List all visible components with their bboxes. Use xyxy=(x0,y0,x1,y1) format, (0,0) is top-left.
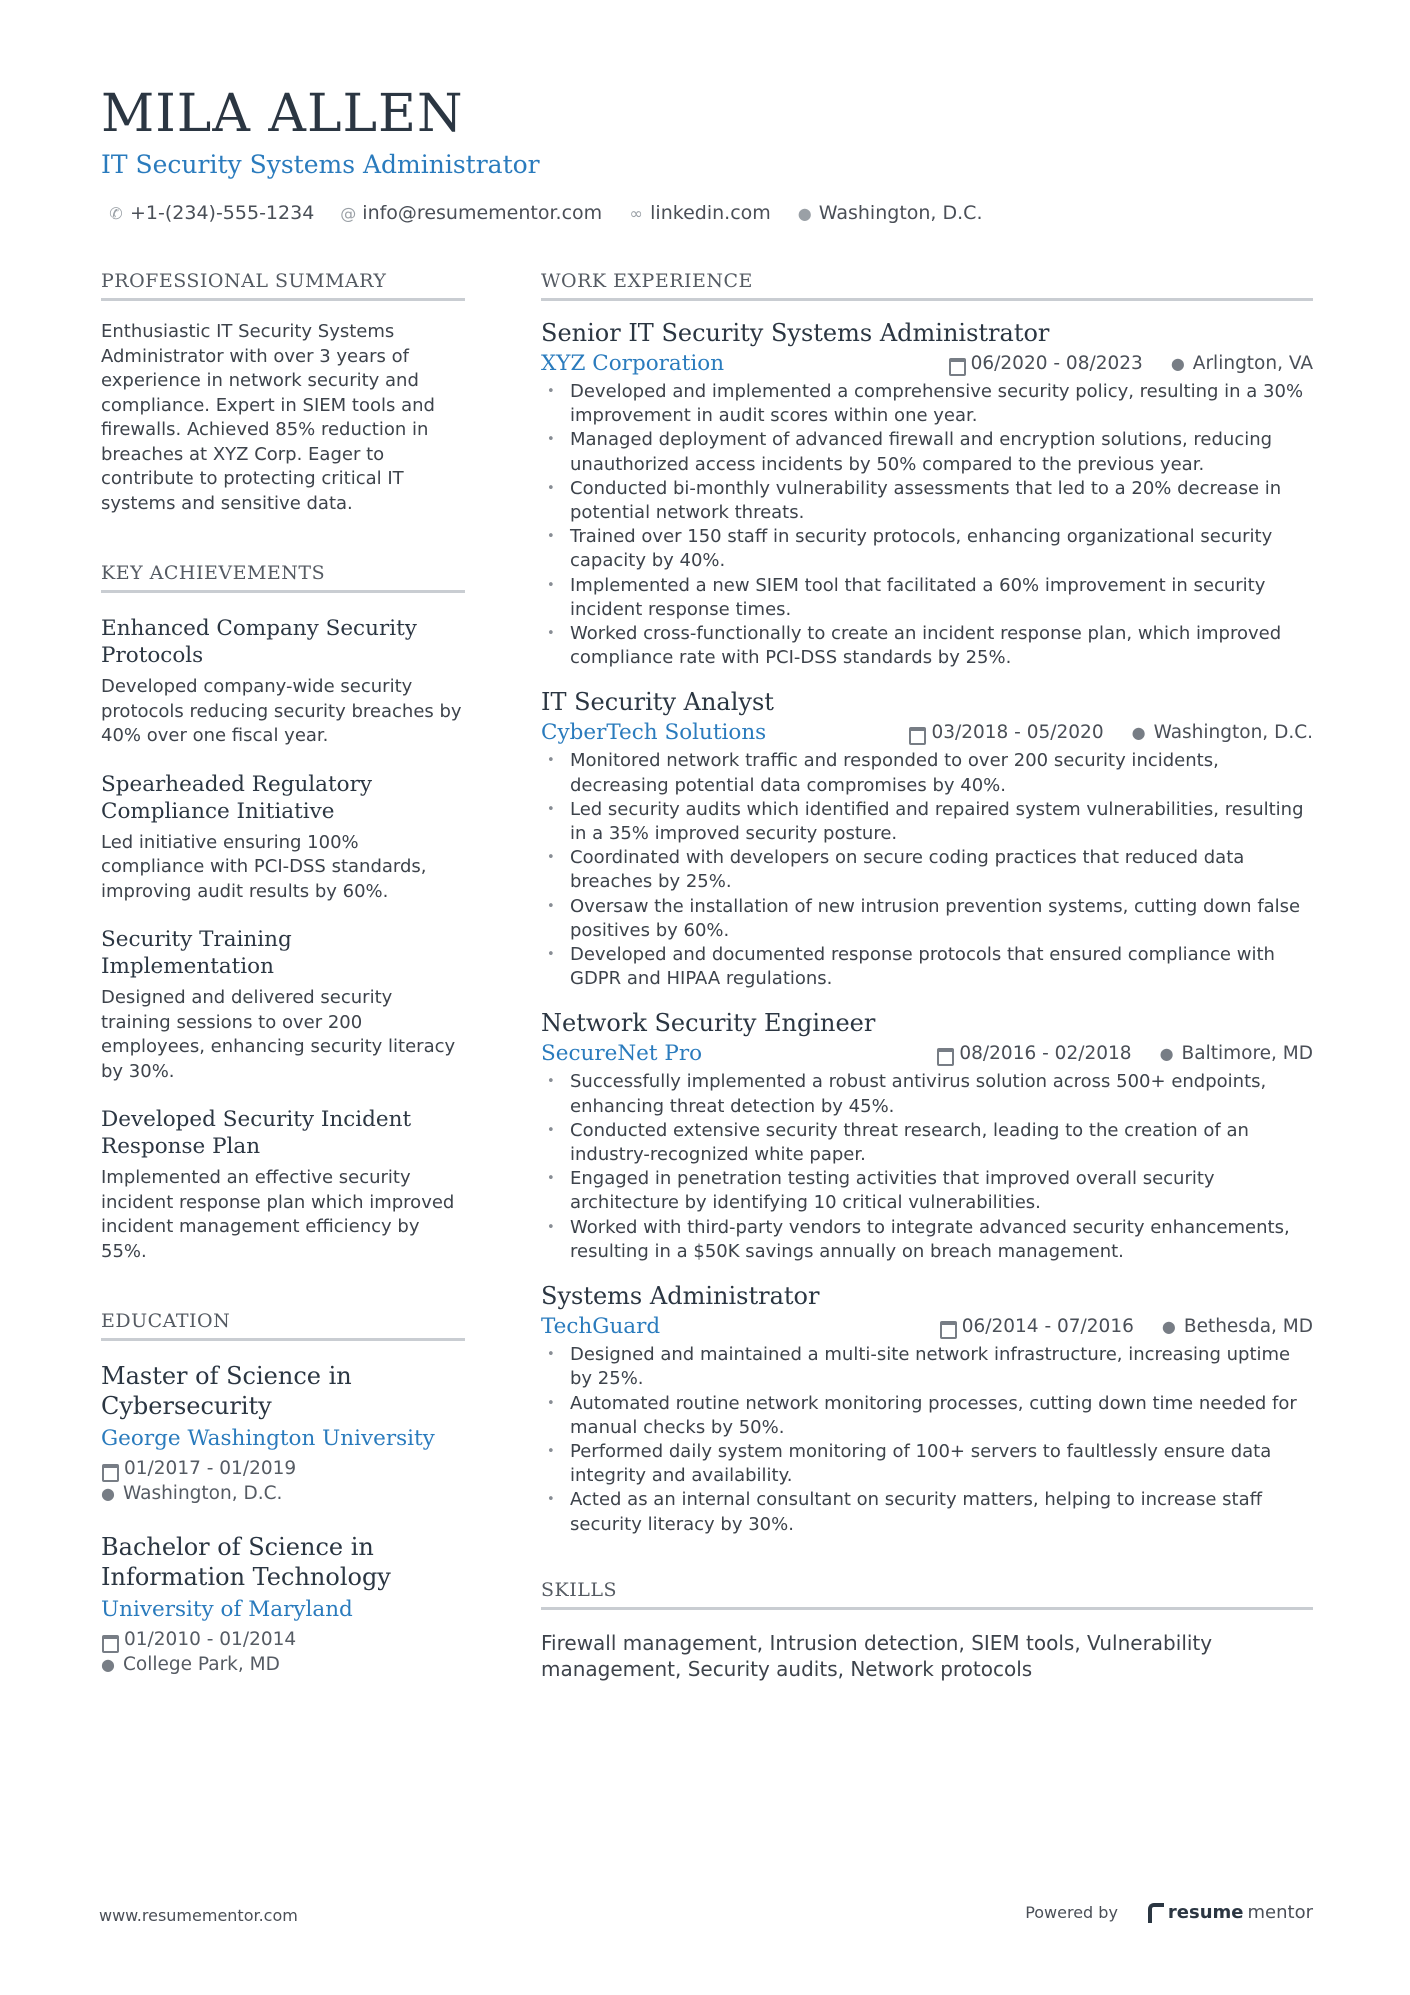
achievement-text: Led initiative ensuring 100% compliance with PCI-DSS standards, improving audit results by 60%. xyxy=(101,831,427,902)
achievement-item xyxy=(101,771,465,905)
education-item xyxy=(101,1532,465,1677)
location-text: Washington, D.C. xyxy=(818,202,983,224)
location-pin-icon: ● xyxy=(1170,354,1185,373)
location-pin-icon: ● xyxy=(1161,1317,1176,1337)
job-entry xyxy=(541,1007,1313,1264)
job-bullet: • Automated routine network monitoring processes, cutting down time needed for manual checks by 50%. xyxy=(541,1392,1313,1440)
job-bullets xyxy=(541,1070,1313,1264)
education-degree: Bachelor of Science in Information Technology xyxy=(101,1533,391,1591)
job-company: XYZ Corporation xyxy=(541,351,725,376)
calendar-icon xyxy=(939,1319,954,1334)
job-bullet: • Conducted extensive security threat research, leading to the creation of an industry-recognized white paper. xyxy=(541,1119,1313,1167)
footer-brand xyxy=(1025,1902,1313,1923)
job-location: Washington, D.C. xyxy=(1153,722,1313,744)
location-pin-icon: ● xyxy=(101,1654,115,1674)
education-dates-text: 01/2010 - 01/2014 xyxy=(124,1629,297,1650)
skills-heading: SKILLS xyxy=(541,1579,1313,1610)
job-bullet: • Developed and documented response protocols that ensured compliance with GDPR and HIPAA regulations. xyxy=(541,943,1313,991)
achievement-text: Implemented an effective security incident response plan which improved incident management efficiency by 55%. xyxy=(101,1167,455,1262)
education-section xyxy=(101,1310,465,1677)
education-school: George Washington University xyxy=(101,1426,435,1451)
achievement-title: Spearheaded Regulatory Compliance Initiative xyxy=(101,771,373,824)
calendar-icon xyxy=(101,1633,116,1648)
job-bullet: • Monitored network traffic and responded to over 200 security incidents, decreasing potential data compromises by 40%. xyxy=(541,749,1313,797)
achievement-item xyxy=(101,1106,465,1264)
job-dates: 08/2016 - 02/2018 xyxy=(959,1043,1132,1065)
skills-section xyxy=(541,1579,1313,1682)
job-dates: 06/2020 - 08/2023 xyxy=(970,353,1143,374)
job-entry xyxy=(541,686,1313,991)
contact-linkedin[interactable] xyxy=(628,202,771,224)
achievement-title: Enhanced Company Security Protocols xyxy=(101,616,417,668)
at-icon: @ xyxy=(340,203,357,223)
calendar-icon xyxy=(101,1462,116,1477)
achievements-heading: KEY ACHIEVEMENTS xyxy=(101,562,465,593)
job-location: Bethesda, MD xyxy=(1183,1316,1313,1338)
job-bullet: • Performed daily system monitoring of 100+ servers to faultlessly ensure data integrity and availability. xyxy=(541,1440,1313,1488)
education-dates xyxy=(101,1628,465,1653)
job-bullet: • Conducted bi-monthly vulnerability assessments that led to a 20% decrease in potential network threats. xyxy=(541,477,1313,525)
job-company: CyberTech Solutions xyxy=(541,720,767,746)
powered-by-text: Powered by xyxy=(1025,1903,1118,1922)
phone-text: +1-(234)-555-1234 xyxy=(130,202,315,224)
job-bullet: • Acted as an internal consultant on security matters, helping to increase staff security literacy by 30%. xyxy=(541,1488,1313,1536)
job-title: Systems Administrator xyxy=(541,1282,820,1311)
achievement-item xyxy=(101,926,465,1084)
brand-name-light: mentor xyxy=(1247,1902,1313,1923)
job-bullets xyxy=(541,1343,1313,1537)
job-company: TechGuard xyxy=(541,1314,661,1340)
education-degree: Master of Science in Cybersecurity xyxy=(101,1362,352,1420)
job-entry xyxy=(541,1280,1313,1537)
brand-logo[interactable] xyxy=(1148,1902,1313,1923)
job-bullet: • Managed deployment of advanced firewall and encryption solutions, reducing unauthorized access incidents by 50% compared to the previous year. xyxy=(541,428,1313,476)
linkedin-text: linkedin.com xyxy=(650,202,771,224)
job-bullet: • Implemented a new SIEM tool that facilitated a 60% improvement in security incident response times. xyxy=(541,574,1313,622)
achievements-section xyxy=(101,562,465,1264)
job-title: IT Security Analyst xyxy=(541,688,774,717)
achievement-text: Developed company-wide security protocols reducing security breaches by 40% over one fiscal year. xyxy=(101,676,462,746)
calendar-icon xyxy=(936,1046,951,1061)
education-location xyxy=(101,1653,465,1678)
job-location: Arlington, VA xyxy=(1192,353,1313,374)
summary-heading: PROFESSIONAL SUMMARY xyxy=(101,270,465,301)
job-bullet: • Worked cross-functionally to create an incident response plan, which improved compliance rate with PCI-DSS standards by 25%. xyxy=(541,622,1313,670)
job-title: Network Security Engineer xyxy=(541,1009,876,1038)
job-dates: 03/2018 - 05/2020 xyxy=(931,722,1104,744)
skills-text: Firewall management, Intrusion detection, SIEM tools, Vulnerability management, Security audits, Network protocols xyxy=(541,1630,1213,1681)
experience-heading: WORK EXPERIENCE xyxy=(541,270,1313,301)
job-title: Senior IT Security Systems Administrator xyxy=(541,319,1050,347)
contact-location xyxy=(797,202,983,224)
education-location-text: College Park, MD xyxy=(123,1653,280,1675)
link-icon: ∞ xyxy=(629,203,643,223)
job-bullet: • Oversaw the installation of new intrusion prevention systems, cutting down false positives by 60%. xyxy=(541,895,1313,943)
achievement-title: Security Training Implementation xyxy=(101,927,292,979)
job-location: Baltimore, MD xyxy=(1181,1043,1313,1065)
summary-section xyxy=(101,270,465,516)
contact-phone[interactable] xyxy=(108,202,314,224)
candidate-title: IT Security Systems Administrator xyxy=(101,150,540,179)
calendar-icon xyxy=(948,356,963,371)
location-pin-icon: ● xyxy=(1131,723,1146,743)
education-school: University of Maryland xyxy=(101,1597,353,1622)
achievement-title: Developed Security Incident Response Plan xyxy=(101,1107,412,1159)
job-bullet: • Developed and implemented a comprehensive security policy, resulting in a 30% improvement in audit scores within one year. xyxy=(541,380,1313,428)
contact-bar xyxy=(108,202,983,224)
achievement-text: Designed and delivered security training sessions to over 200 employees, enhancing security literacy by 30%. xyxy=(101,987,456,1082)
job-dates: 06/2014 - 07/2016 xyxy=(961,1316,1134,1338)
summary-text: Enthusiastic IT Security Systems Administrator with over 3 years of experience in network security and compliance. Expert in SIEM tools and firewalls. Achieved 85% reduction in breaches at XYZ Corp. Eager to contribute to protecting critical IT systems and sensitive data. xyxy=(101,321,435,514)
job-bullet: • Coordinated with developers on secure coding practices that reduced data breaches by 25%. xyxy=(541,846,1313,894)
email-text: info@resumementor.com xyxy=(362,202,603,224)
right-column xyxy=(541,270,1313,1682)
job-bullets xyxy=(541,749,1313,991)
location-pin-icon: ● xyxy=(101,1483,115,1503)
job-bullet: • Successfully implemented a robust antivirus solution across 500+ endpoints, enhancing threat detection by 45%. xyxy=(541,1070,1313,1118)
job-bullet: • Led security audits which identified and repaired system vulnerabilities, resulting in a 35% improved security posture. xyxy=(541,798,1313,846)
job-bullet: • Designed and maintained a multi-site network infrastructure, increasing uptime by 25%. xyxy=(541,1343,1313,1391)
job-bullet: • Engaged in penetration testing activities that improved overall security architecture by identifying 10 critical vulnerabilities. xyxy=(541,1167,1313,1215)
candidate-name: MILA ALLEN xyxy=(101,84,464,144)
education-location xyxy=(101,1482,465,1507)
calendar-icon xyxy=(908,725,923,740)
footer-website[interactable]: www.resumementor.com xyxy=(99,1906,298,1925)
location-pin-icon: ● xyxy=(797,203,812,223)
experience-section xyxy=(541,270,1313,1537)
job-entry xyxy=(541,317,1313,670)
job-bullets xyxy=(541,380,1313,670)
education-heading: EDUCATION xyxy=(101,1310,465,1341)
achievement-item xyxy=(101,615,465,749)
left-column xyxy=(101,270,465,1677)
job-company: SecureNet Pro xyxy=(541,1041,703,1067)
education-dates-text: 01/2017 - 01/2019 xyxy=(124,1458,297,1479)
education-item xyxy=(101,1361,465,1506)
location-pin-icon: ● xyxy=(1159,1044,1174,1064)
brand-name-bold: resume xyxy=(1167,1902,1244,1923)
phone-icon: ✆ xyxy=(109,203,123,223)
job-bullet: • Trained over 150 staff in security protocols, enhancing organizational security capacity by 40%. xyxy=(541,525,1313,573)
education-location-text: Washington, D.C. xyxy=(123,1482,283,1504)
job-bullet: • Worked with third-party vendors to integrate advanced security enhancements, resulting in a $50K savings annually on breach management. xyxy=(541,1216,1313,1264)
brand-logo-icon xyxy=(1148,1903,1164,1923)
contact-email[interactable] xyxy=(340,202,602,224)
education-dates xyxy=(101,1457,465,1482)
